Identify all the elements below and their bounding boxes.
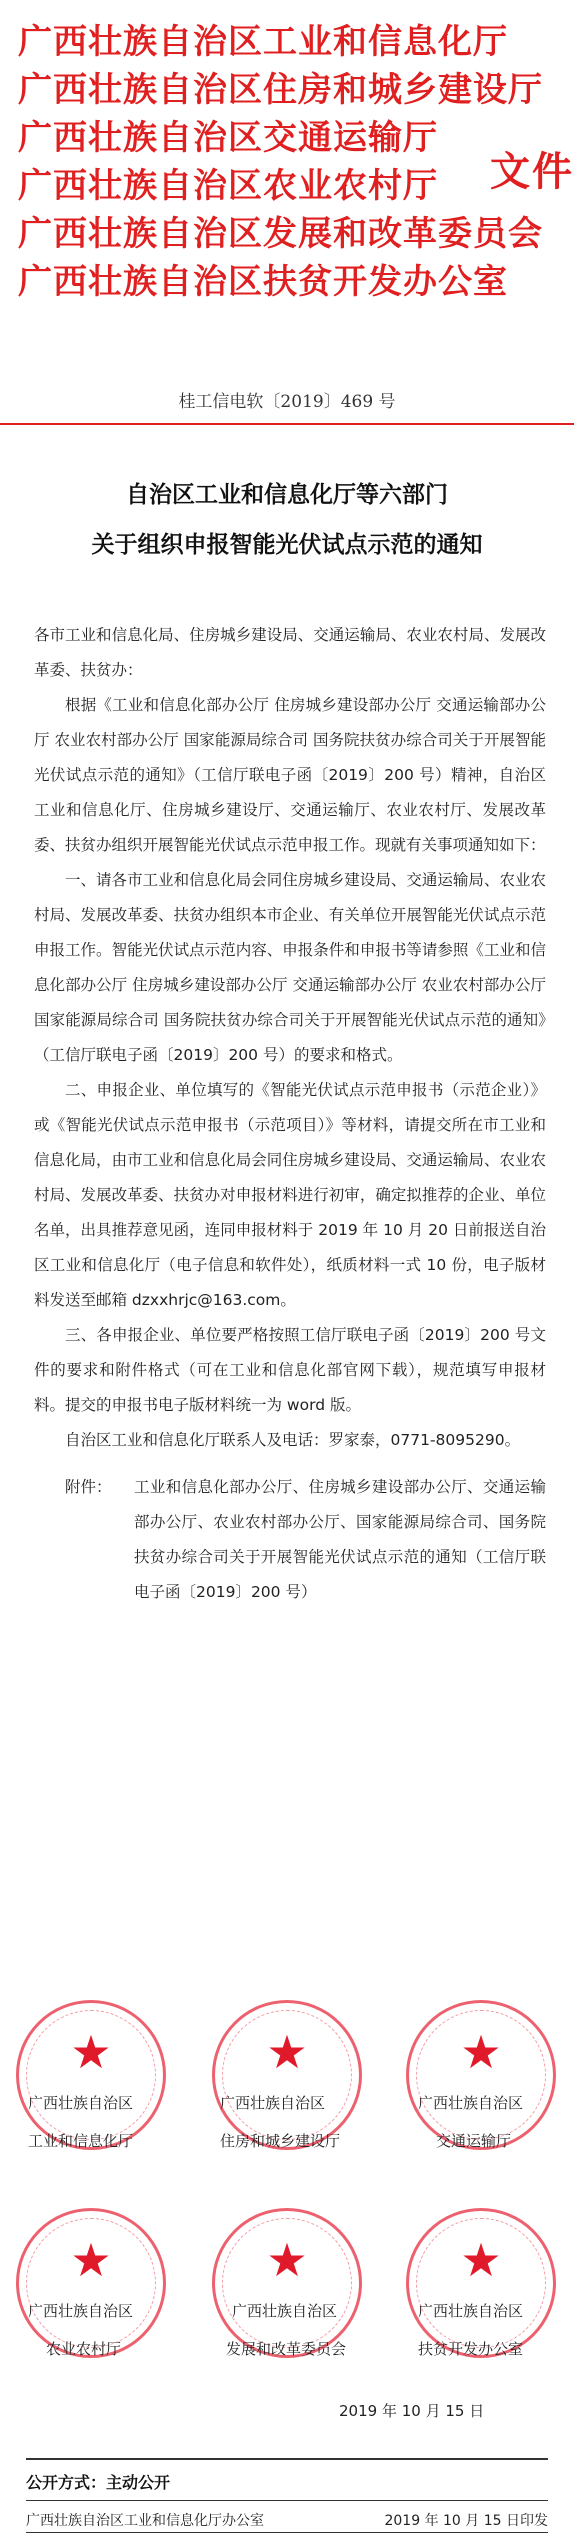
seal-label-line-1: 广西壮族自治区: [28, 2094, 134, 2112]
official-seal: [212, 2000, 362, 2150]
seal-label-line-1: 广西壮族自治区: [28, 2302, 134, 2320]
seal-label-line-2: 扶贫开发办公室: [418, 2340, 524, 2358]
official-seal: [16, 2000, 166, 2150]
body-paragraph: 一、请各市工业和信息化局会同住房城乡建设局、交通运输局、农业农村局、发展改革委、扶贫办组织本市企业、有关单位开展智能光伏试点示范申报工作。智能光伏试点示范内容、申报条件和申报书等请参照《工业和信息化部办公厅 住房城乡建设部办公厅 交通运输部办公厅 农业农村部办公厅 国家能源局综合司 国务院扶贫办综合司关于开展智能光伏试点示范的通知》（工信厅联电子函〔2019〕200 号）的要求和格式。: [34, 871, 546, 1064]
footer-divider: [26, 2532, 548, 2533]
signature-seals: [0, 1998, 574, 2408]
body-paragraph: 三、各申报企业、单位要严格按照工信厅联电子函〔2019〕200 号文件的要求和附件格式（可在工业和信息化部官网下载），规范填写申报材料。提交的申报书电子版材料统一为 word 版。: [34, 1326, 546, 1414]
seal-label-line-2: 交通运输厅: [436, 2132, 512, 2150]
footer-divider: [26, 2500, 548, 2501]
body-paragraph: 二、申报企业、单位填写的《智能光伏试点示范申报书（示范企业）》或《智能光伏试点示范申报书（示范项目）》等材料，请提交所在市工业和信息化局，由市工业和信息化局会同住房城乡建设局、交通运输局、农业农村局、发展改革委、扶贫办对申报材料进行初审，确定拟推荐的企业、单位名单，出具推荐意见函，连同申报材料于 2019 年 10 月 20 日前报送自治区工业和信息化厅（电子信息和软件处），纸质材料一式 10 份，电子版材料发送至邮箱 dzxxhrjc@163.com。: [34, 1081, 546, 1309]
issuer-line: 广西壮族自治区发展和改革委员会: [18, 214, 543, 254]
issuer-line: 广西壮族自治区住房和城乡建设厅: [18, 70, 543, 110]
attachment-text: 工业和信息化部办公厅、住房城乡建设部办公厅、交通运输部办公厅、农业农村部办公厅、国家能源局综合司、国务院扶贫办综合司关于开展智能光伏试点示范的通知（工信厅联电子函〔2019〕200 号）: [134, 1478, 546, 1601]
star-icon: ★: [460, 2233, 502, 2287]
attachment: [34, 1470, 546, 1610]
document-number: 桂工信电软〔2019〕469 号: [178, 392, 396, 412]
star-icon: ★: [460, 2025, 502, 2079]
star-icon: ★: [266, 2233, 308, 2287]
seal-label-line-1: 广西壮族自治区: [232, 2302, 338, 2320]
star-icon: ★: [70, 2025, 112, 2079]
contact-paragraph: 自治区工业和信息化厅联系人及电话：罗家泰，0771-8095290。: [65, 1431, 521, 1449]
disclosure-mode: 公开方式：主动公开: [26, 2473, 171, 2492]
issuer-line: 广西壮族自治区工业和信息化厅: [18, 22, 508, 62]
issuer-line: 广西壮族自治区扶贫开发办公室: [18, 262, 508, 302]
seal-label-line-2: 发展和改革委员会: [226, 2340, 347, 2358]
document-title-line-1: 自治区工业和信息化厅等六部门: [126, 482, 448, 508]
seal-label-line-2: 工业和信息化厅: [28, 2132, 134, 2150]
seal-label-line-1: 广西壮族自治区: [418, 2302, 524, 2320]
star-icon: ★: [70, 2233, 112, 2287]
signature-date: 2019 年 10 月 15 日: [339, 2402, 485, 2420]
official-seal: [212, 2208, 362, 2358]
seal-label-line-1: 广西壮族自治区: [418, 2094, 524, 2112]
official-seal: [16, 2208, 166, 2358]
body-paragraph: 根据《工业和信息化部办公厅 住房城乡建设部办公厅 交通运输部办公厅 农业农村部办公厅 国家能源局综合司 国务院扶贫办综合司关于开展智能光伏试点示范的通知》（工信厅联电子函〔2019〕200 号）精神，自治区工业和信息化厅、住房城乡建设厅、交通运输厅、农业农村厅、发展改革委、扶贫办组织开展智能光伏试点示范申报工作。现就有关事项通知如下：: [34, 696, 546, 854]
document-word: 文件: [490, 148, 574, 195]
print-date: 2019 年 10 月 15 日印发: [384, 2513, 548, 2529]
red-divider: [0, 423, 574, 425]
document-body: [34, 618, 546, 1610]
print-info: [26, 2510, 548, 2530]
attachment-label: 附件：: [65, 1478, 112, 1496]
official-seal: [406, 2208, 556, 2358]
footer-divider: [26, 2458, 548, 2460]
issuer-line: 广西壮族自治区农业农村厅: [18, 166, 438, 206]
issuing-office: 广西壮族自治区工业和信息化厅办公室: [26, 2513, 264, 2529]
issuer-line: 广西壮族自治区交通运输厅: [18, 118, 438, 158]
seal-label-line-1: 广西壮族自治区: [220, 2094, 326, 2112]
seal-label-line-2: 住房和城乡建设厅: [220, 2132, 341, 2150]
seal-label-line-2: 农业农村厅: [46, 2340, 122, 2358]
star-icon: ★: [266, 2025, 308, 2079]
document-title-line-2: 关于组织申报智能光伏试点示范的通知: [91, 532, 483, 558]
salutation: 各市工业和信息化局、住房城乡建设局、交通运输局、农业农村局、发展改革委、扶贫办：: [34, 626, 546, 679]
official-seal: [406, 2000, 556, 2150]
